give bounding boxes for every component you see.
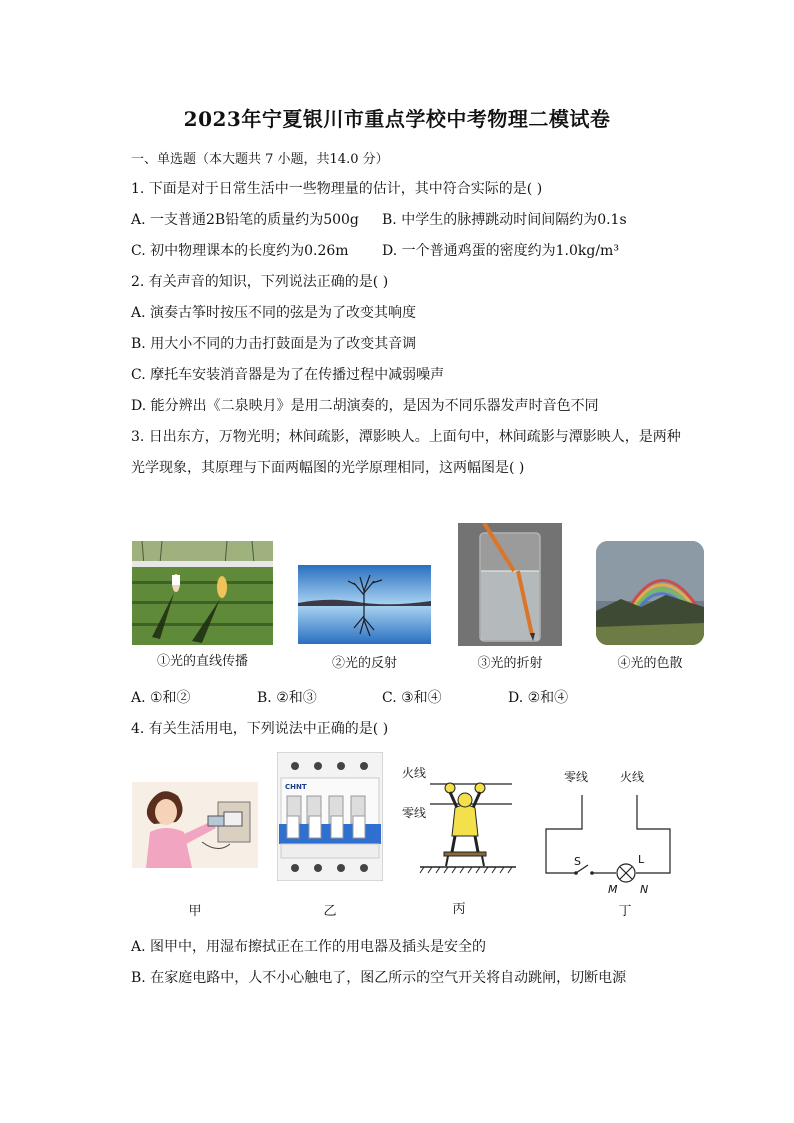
figure-yi-air-switch	[277, 752, 383, 881]
q1-stem: 1. 下面是对于日常生活中一些物理量的估计，其中符合实际的是( )	[131, 181, 543, 197]
figure-bing-illustration	[400, 760, 518, 875]
bing-live-label: 火线	[402, 766, 427, 780]
figure-jia-illustration	[132, 782, 258, 868]
ding-neutral-label: 零线	[564, 770, 589, 784]
figure-reflection-photo	[298, 565, 431, 644]
q3-caption-2: ②光的反射	[331, 656, 397, 671]
q2-option-a: A. 演奏古筝时按压不同的弦是为了改变其响度	[131, 305, 417, 321]
q1-option-c: C. 初中物理课本的长度约为0.26m	[131, 243, 349, 259]
q1-option-a: A. 一支普通2B铅笔的质量约为500g	[131, 212, 359, 228]
q2-option-c: C. 摩托车安装消音器是为了在传播过程中减弱噪声	[131, 367, 445, 383]
q3-option-c: C. ③和④	[382, 690, 442, 706]
q1-option-b: B. 中学生的脉搏跳动时间间隔约为0.1s	[382, 212, 627, 228]
q2-stem: 2. 有关声音的知识，下列说法正确的是( )	[131, 274, 389, 290]
q4-option-b: B. 在家庭电路中，人不小心触电了，图乙所示的空气开关将自动跳闸，切断电源	[131, 970, 627, 986]
q2-option-d: D. 能分辨出《二泉映月》是用二胡演奏的，是因为不同乐器发声时音色不同	[131, 398, 599, 414]
q4-caption-bing: 丙	[452, 902, 466, 917]
q3-option-b: B. ②和③	[257, 690, 317, 706]
ding-switch-label: S	[574, 855, 581, 868]
breaker-brand: CHNT	[285, 783, 307, 791]
q2-option-b: B. 用大小不同的力击打鼓面是为了改变其音调	[131, 336, 417, 352]
ding-point-n: N	[640, 883, 649, 896]
section-heading: 一、单选题（本大题共 7 小题，共14.0 分）	[131, 152, 389, 167]
q3-stem-line2: 光学现象，其原理与下面两幅图的光学原理相同，这两幅图是( )	[131, 460, 525, 476]
q4-stem: 4. 有关生活用电，下列说法中正确的是( )	[131, 721, 389, 737]
figure-ding-circuit	[540, 765, 680, 897]
q3-option-a: A. ①和②	[131, 690, 191, 706]
figure-shadow-photo	[132, 541, 273, 645]
bing-neutral-label: 零线	[402, 806, 427, 820]
figure-rainbow-photo	[596, 541, 704, 645]
ding-point-m: M	[608, 883, 618, 896]
paper-title: 2023年宁夏银川市重点学校中考物理二模试卷	[183, 107, 611, 131]
q3-caption-4: ④光的色散	[617, 656, 683, 671]
q4-caption-ding: 丁	[618, 904, 632, 919]
q3-option-d: D. ②和④	[508, 690, 569, 706]
figure-refraction-photo	[458, 523, 562, 646]
q3-stem-line1: 3. 日出东方，万物光明；林间疏影，潭影映人。上面句中，林间疏影与潭影映人，是两种	[131, 429, 681, 445]
q4-caption-yi: 乙	[323, 904, 337, 919]
ding-live-label: 火线	[620, 770, 645, 784]
ding-lamp-label: L	[638, 853, 645, 866]
q4-option-a: A. 图甲中，用湿布擦拭正在工作的用电器及插头是安全的	[131, 939, 487, 955]
q4-caption-jia: 甲	[188, 904, 202, 919]
q3-caption-3: ③光的折射	[477, 656, 543, 671]
q1-option-d: D. 一个普通鸡蛋的密度约为1.0kg/m³	[382, 243, 619, 259]
q3-caption-1: ①光的直线传播	[156, 654, 248, 669]
